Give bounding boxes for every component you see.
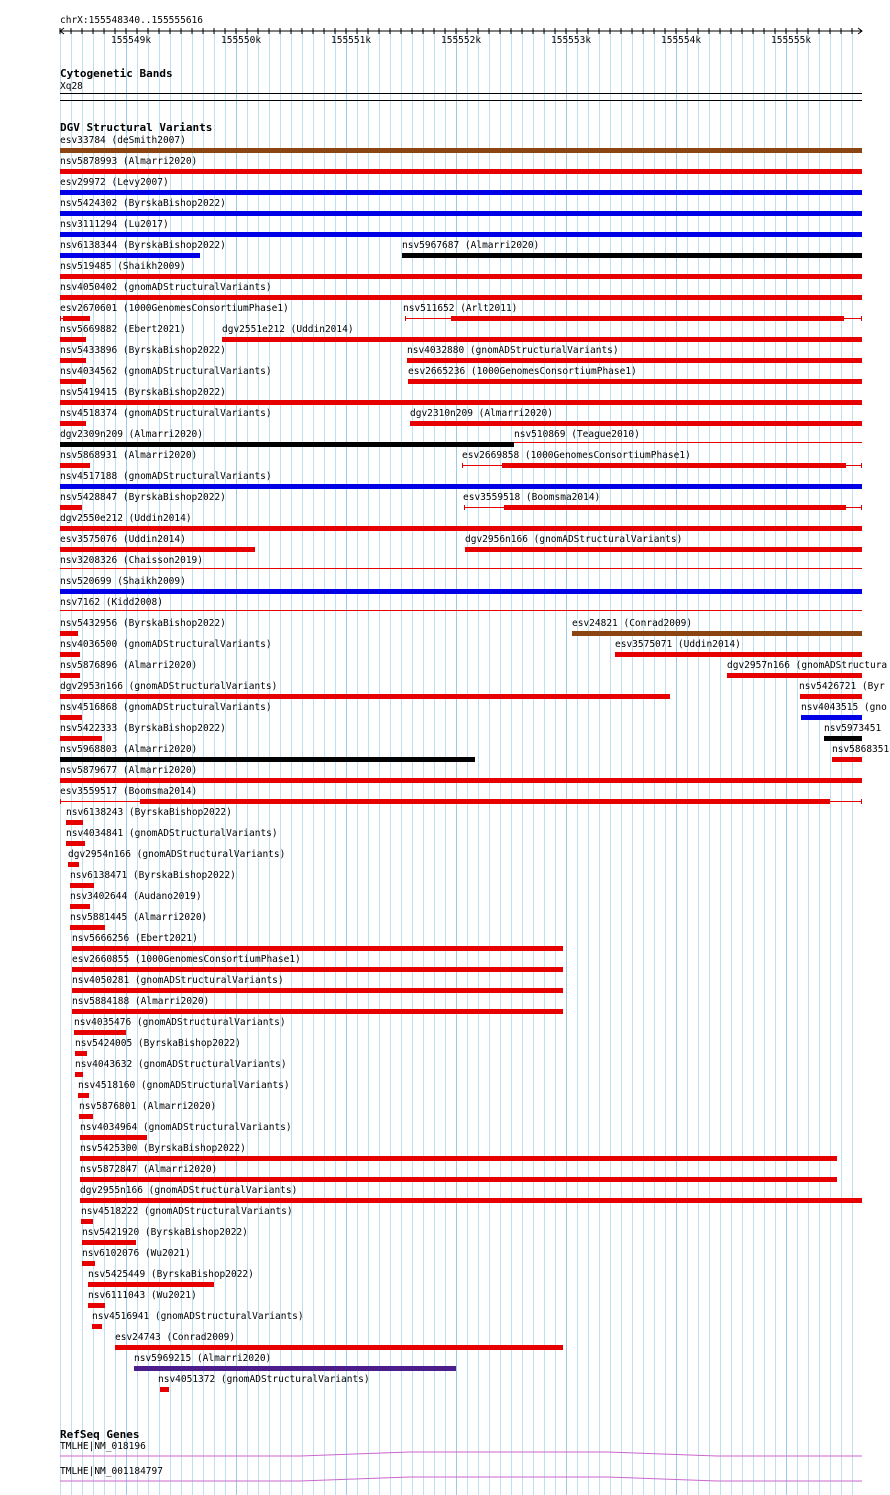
feature-whisker-cap xyxy=(464,505,465,510)
grid-line xyxy=(544,30,545,1495)
grid-line xyxy=(687,30,688,1495)
feature-label[interactable]: nsv6102076 (Wu2021) xyxy=(82,1248,191,1259)
feature-bar[interactable] xyxy=(801,715,862,720)
feature-bar[interactable] xyxy=(92,1324,102,1329)
feature-label[interactable]: esv24821 (Conrad2009) xyxy=(572,618,693,629)
feature-bar[interactable] xyxy=(410,421,862,426)
feature-label[interactable]: nsv5968803 (Almarri2020) xyxy=(60,744,198,755)
feature-bar[interactable] xyxy=(60,610,862,611)
feature-label[interactable]: nsv4043632 (gnomADStructuralVariants) xyxy=(75,1059,287,1070)
feature-label[interactable]: nsv5872847 (Almarri2020) xyxy=(80,1164,218,1175)
grid-line xyxy=(852,30,853,1495)
feature-bar[interactable] xyxy=(70,883,94,888)
feature-bar[interactable] xyxy=(60,379,86,384)
cytoband-label[interactable]: Xq28 xyxy=(60,81,83,92)
feature-label[interactable]: nsv7162 (Kidd2008) xyxy=(60,597,163,608)
gene-label[interactable]: TMLHE|NM_018196 xyxy=(60,1441,146,1452)
feature-label[interactable]: dgv2310n209 (Almarri2020) xyxy=(410,408,553,419)
feature-label[interactable]: nsv5973451 xyxy=(824,723,882,734)
grid-line xyxy=(599,30,600,1495)
feature-label[interactable]: nsv4517188 (gnomADStructuralVariants) xyxy=(60,471,272,482)
feature-bar[interactable] xyxy=(70,925,105,930)
feature-label[interactable]: dgv2309n209 (Almarri2020) xyxy=(60,429,203,440)
feature-bar[interactable] xyxy=(88,1282,214,1287)
feature-label[interactable]: dgv2957n166 (gnomADStructura xyxy=(727,660,888,671)
grid-line xyxy=(566,30,567,1495)
grid-line xyxy=(830,30,831,1495)
feature-bar[interactable] xyxy=(60,757,475,762)
feature-label[interactable]: nsv6138344 (ByrskaBishop2022) xyxy=(60,240,226,251)
section-divider xyxy=(60,100,862,101)
feature-label[interactable]: nsv4516941 (gnomADStructuralVariants) xyxy=(92,1311,304,1322)
grid-line xyxy=(797,30,798,1495)
feature-bar[interactable] xyxy=(60,442,514,447)
feature-bar[interactable] xyxy=(68,862,79,867)
feature-label[interactable]: nsv3208326 (Chaisson2019) xyxy=(60,555,203,566)
ruler xyxy=(0,0,890,60)
grid-line xyxy=(764,30,765,1495)
feature-bar[interactable] xyxy=(60,505,82,510)
grid-line xyxy=(324,30,325,1495)
ruler-tick-label: 155555k xyxy=(771,35,812,46)
grid-line xyxy=(291,30,292,1495)
feature-label[interactable]: nsv6138471 (ByrskaBishop2022) xyxy=(70,870,236,881)
feature-bar[interactable] xyxy=(160,1387,169,1392)
feature-bar[interactable] xyxy=(75,1072,83,1077)
feature-label[interactable]: nsv3111294 (Lu2017) xyxy=(60,219,169,230)
ruler-tick-label: 155549k xyxy=(111,35,152,46)
feature-bar[interactable] xyxy=(60,169,862,174)
feature-label[interactable]: nsv5425449 (ByrskaBishop2022) xyxy=(88,1269,254,1280)
feature-bar[interactable] xyxy=(60,274,862,279)
feature-bar[interactable] xyxy=(60,400,862,405)
feature-label[interactable]: nsv5879677 (Almarri2020) xyxy=(60,765,198,776)
feature-bar[interactable] xyxy=(60,652,80,657)
feature-label[interactable]: esv24743 (Conrad2009) xyxy=(115,1332,236,1343)
feature-label[interactable]: nsv5425300 (ByrskaBishop2022) xyxy=(80,1143,246,1154)
feature-whisker-cap xyxy=(60,799,61,804)
feature-whisker-cap xyxy=(861,505,862,510)
refseq-section-title: RefSeq Genes xyxy=(60,1428,140,1441)
feature-label[interactable]: esv3575071 (Uddin2014) xyxy=(615,639,741,650)
feature-bar[interactable] xyxy=(80,1156,837,1161)
feature-bar[interactable] xyxy=(60,421,86,426)
feature-bar[interactable] xyxy=(60,463,90,468)
feature-bar[interactable] xyxy=(72,946,563,951)
grid-line xyxy=(643,30,644,1495)
feature-bar[interactable] xyxy=(72,967,563,972)
grid-line xyxy=(709,30,710,1495)
ruler-tick-label: 155552k xyxy=(441,35,482,46)
feature-whisker-cap xyxy=(861,799,862,804)
feature-bar[interactable] xyxy=(60,568,862,569)
grid-line xyxy=(258,30,259,1495)
grid-line xyxy=(621,30,622,1495)
feature-label[interactable]: nsv5428847 (ByrskaBishop2022) xyxy=(60,492,226,503)
feature-bar[interactable] xyxy=(60,190,862,195)
feature-bar[interactable] xyxy=(407,358,862,363)
feature-bar[interactable] xyxy=(60,694,670,699)
feature-label[interactable]: nsv4034964 (gnomADStructuralVariants) xyxy=(80,1122,292,1133)
feature-bar[interactable] xyxy=(222,337,862,342)
feature-label[interactable]: nsv5876801 (Almarri2020) xyxy=(79,1101,217,1112)
feature-label[interactable]: nsv5878993 (Almarri2020) xyxy=(60,156,198,167)
gene-model[interactable] xyxy=(0,1451,890,1459)
grid-line xyxy=(676,30,677,1495)
feature-whisker-cap xyxy=(462,463,463,468)
gene-model[interactable] xyxy=(0,1476,890,1484)
grid-line xyxy=(819,30,820,1495)
feature-bar[interactable] xyxy=(60,631,78,636)
feature-label[interactable]: esv2670601 (1000GenomesConsortiumPhase1) xyxy=(60,303,289,314)
feature-label[interactable]: nsv5419415 (ByrskaBishop2022) xyxy=(60,387,226,398)
feature-label[interactable]: nsv5426721 (Byr xyxy=(799,681,885,692)
feature-bar[interactable] xyxy=(60,526,862,531)
feature-bar[interactable] xyxy=(60,715,82,720)
grid-line xyxy=(577,30,578,1495)
gene-intron-line xyxy=(60,1477,862,1481)
feature-label[interactable]: nsv5424302 (ByrskaBishop2022) xyxy=(60,198,226,209)
feature-label[interactable]: nsv5424005 (ByrskaBishop2022) xyxy=(75,1038,241,1049)
feature-bar[interactable] xyxy=(60,232,862,237)
feature-label[interactable]: nsv4032880 (gnomADStructuralVariants) xyxy=(407,345,619,356)
feature-whisker-cap xyxy=(861,463,862,468)
feature-bar[interactable] xyxy=(402,253,862,258)
feature-label[interactable]: nsv5669882 (Ebert2021) xyxy=(60,324,186,335)
feature-label[interactable]: nsv4043515 (gno xyxy=(801,702,887,713)
feature-bar[interactable] xyxy=(115,1345,563,1350)
grid-line xyxy=(786,30,787,1495)
cytoband-section-title: Cytogenetic Bands xyxy=(60,67,173,80)
grid-line xyxy=(731,30,732,1495)
feature-label[interactable]: esv3559518 (Boomsma2014) xyxy=(463,492,601,503)
feature-label[interactable]: nsv3402644 (Audano2019) xyxy=(70,891,202,902)
feature-bar[interactable] xyxy=(134,1366,456,1371)
feature-label[interactable]: esv2660855 (1000GenomesConsortiumPhase1) xyxy=(72,954,301,965)
feature-bar[interactable] xyxy=(72,988,563,993)
feature-label[interactable]: nsv520699 (Shaikh2009) xyxy=(60,576,186,587)
feature-bar[interactable] xyxy=(615,652,862,657)
feature-bar[interactable] xyxy=(60,778,862,783)
grid-line xyxy=(742,30,743,1495)
feature-label[interactable]: esv2665236 (1000GenomesConsortiumPhase1) xyxy=(408,366,637,377)
feature-label[interactable]: nsv4516868 (gnomADStructuralVariants) xyxy=(60,702,272,713)
feature-bar[interactable] xyxy=(451,316,844,321)
feature-label[interactable]: esv33784 (deSmith2007) xyxy=(60,135,186,146)
gene-intron-line xyxy=(60,1452,862,1456)
feature-label[interactable]: nsv5666256 (Ebert2021) xyxy=(72,933,198,944)
feature-label[interactable]: nsv5432956 (ByrskaBishop2022) xyxy=(60,618,226,629)
grid-line xyxy=(588,30,589,1495)
grid-line xyxy=(610,30,611,1495)
grid-line xyxy=(368,30,369,1495)
grid-line xyxy=(335,30,336,1495)
feature-label[interactable]: nsv5868931 (Almarri2020) xyxy=(60,450,198,461)
feature-label[interactable]: nsv4034841 (gnomADStructuralVariants) xyxy=(66,828,278,839)
feature-whisker-cap xyxy=(405,316,406,321)
feature-bar[interactable] xyxy=(727,673,862,678)
feature-label[interactable]: nsv4035476 (gnomADStructuralVariants) xyxy=(74,1017,286,1028)
feature-whisker-cap xyxy=(60,316,61,321)
feature-bar[interactable] xyxy=(60,484,862,489)
feature-label[interactable]: nsv5868351 xyxy=(832,744,890,755)
feature-bar[interactable] xyxy=(70,904,90,909)
feature-bar[interactable] xyxy=(504,505,846,510)
feature-bar[interactable] xyxy=(75,1051,87,1056)
feature-bar[interactable] xyxy=(60,211,862,216)
feature-bar[interactable] xyxy=(88,1303,105,1308)
feature-label[interactable]: nsv6138243 (ByrskaBishop2022) xyxy=(66,807,232,818)
grid-line xyxy=(302,30,303,1495)
grid-line xyxy=(753,30,754,1495)
feature-bar[interactable] xyxy=(79,1114,93,1119)
feature-bar[interactable] xyxy=(514,442,862,443)
feature-whisker-cap xyxy=(89,316,90,321)
feature-label[interactable]: nsv510869 (Teague2010) xyxy=(514,429,640,440)
feature-bar[interactable] xyxy=(60,295,862,300)
feature-label[interactable]: nsv5967687 (Almarri2020) xyxy=(402,240,540,251)
grid-line xyxy=(632,30,633,1495)
grid-line xyxy=(654,30,655,1495)
feature-label[interactable]: dgv2550e212 (Uddin2014) xyxy=(60,513,192,524)
feature-label[interactable]: nsv511652 (Arlt2011) xyxy=(403,303,518,314)
feature-label[interactable]: dgv2551e212 (Uddin2014) xyxy=(222,324,354,335)
feature-bar[interactable] xyxy=(60,589,862,594)
feature-whisker-cap xyxy=(861,316,862,321)
dgv-section-title: DGV Structural Variants xyxy=(60,121,213,134)
feature-bar[interactable] xyxy=(465,547,862,552)
grid-line xyxy=(841,30,842,1495)
feature-label[interactable]: nsv4050402 (gnomADStructuralVariants) xyxy=(60,282,272,293)
feature-bar[interactable] xyxy=(408,379,862,384)
feature-bar[interactable] xyxy=(60,337,86,342)
feature-bar[interactable] xyxy=(800,694,862,699)
ruler-tick-label: 155553k xyxy=(551,35,592,46)
feature-label[interactable]: nsv4518374 (gnomADStructuralVariants) xyxy=(60,408,272,419)
ruler-tick-label: 155554k xyxy=(661,35,702,46)
feature-bar[interactable] xyxy=(81,1219,93,1224)
grid-line xyxy=(357,30,358,1495)
cytoband-bar[interactable] xyxy=(60,93,862,94)
feature-bar[interactable] xyxy=(80,1135,147,1140)
feature-label[interactable]: esv29972 (Levy2007) xyxy=(60,177,169,188)
feature-label[interactable]: esv3559517 (Boomsma2014) xyxy=(60,786,198,797)
grid-line xyxy=(665,30,666,1495)
grid-line xyxy=(346,30,347,1495)
grid-line xyxy=(390,30,391,1495)
grid-line xyxy=(698,30,699,1495)
feature-label[interactable]: nsv5876896 (Almarri2020) xyxy=(60,660,198,671)
feature-label[interactable]: nsv5422333 (ByrskaBishop2022) xyxy=(60,723,226,734)
feature-bar[interactable] xyxy=(60,736,102,741)
ruler-tick-label: 155551k xyxy=(331,35,372,46)
grid-line xyxy=(555,30,556,1495)
feature-label[interactable]: nsv4051372 (gnomADStructuralVariants) xyxy=(158,1374,370,1385)
feature-label[interactable]: nsv4050281 (gnomADStructuralVariants) xyxy=(72,975,284,986)
feature-label[interactable]: esv3575076 (Uddin2014) xyxy=(60,534,186,545)
grid-line xyxy=(775,30,776,1495)
feature-bar[interactable] xyxy=(60,547,255,552)
feature-label[interactable]: nsv5884188 (Almarri2020) xyxy=(72,996,210,1007)
feature-label[interactable]: nsv6111043 (Wu2021) xyxy=(88,1290,197,1301)
grid-line xyxy=(379,30,380,1495)
feature-label[interactable]: nsv5421920 (ByrskaBishop2022) xyxy=(82,1227,248,1238)
grid-line xyxy=(808,30,809,1495)
feature-bar[interactable] xyxy=(60,673,80,678)
feature-label[interactable]: nsv4518160 (gnomADStructuralVariants) xyxy=(78,1080,290,1091)
feature-bar[interactable] xyxy=(80,1198,862,1203)
feature-label[interactable]: nsv5969215 (Almarri2020) xyxy=(134,1353,272,1364)
feature-bar[interactable] xyxy=(82,1240,136,1245)
feature-bar[interactable] xyxy=(832,757,862,762)
feature-label[interactable]: nsv5433896 (ByrskaBishop2022) xyxy=(60,345,226,356)
feature-bar[interactable] xyxy=(140,799,830,804)
feature-label[interactable]: nsv4518222 (gnomADStructuralVariants) xyxy=(81,1206,293,1217)
feature-bar[interactable] xyxy=(824,736,862,741)
feature-bar[interactable] xyxy=(60,358,86,363)
feature-label[interactable]: dgv2954n166 (gnomADStructuralVariants) xyxy=(68,849,286,860)
feature-label[interactable]: dgv2953n166 (gnomADStructuralVariants) xyxy=(60,681,278,692)
ruler-location: chrX:155548340..155555616 xyxy=(60,15,203,26)
feature-bar[interactable] xyxy=(63,316,89,321)
feature-label[interactable]: dgv2956n166 (gnomADStructuralVariants) xyxy=(465,534,683,545)
gene-label[interactable]: TMLHE|NM_001184797 xyxy=(60,1466,163,1477)
feature-label[interactable]: esv2669858 (1000GenomesConsortiumPhase1) xyxy=(462,450,691,461)
feature-bar[interactable] xyxy=(66,841,85,846)
feature-label[interactable]: nsv5881445 (Almarri2020) xyxy=(70,912,208,923)
feature-bar[interactable] xyxy=(80,1177,837,1182)
feature-bar[interactable] xyxy=(60,253,200,258)
feature-bar[interactable] xyxy=(66,820,83,825)
feature-label[interactable]: nsv519485 (Shaikh2009) xyxy=(60,261,186,272)
grid-line xyxy=(720,30,721,1495)
grid-line xyxy=(269,30,270,1495)
feature-bar[interactable] xyxy=(502,463,846,468)
feature-bar[interactable] xyxy=(572,631,862,636)
feature-label[interactable]: dgv2955n166 (gnomADStructuralVariants) xyxy=(80,1185,298,1196)
feature-bar[interactable] xyxy=(78,1093,89,1098)
feature-bar[interactable] xyxy=(60,148,862,153)
grid-line xyxy=(280,30,281,1495)
feature-label[interactable]: nsv4034562 (gnomADStructuralVariants) xyxy=(60,366,272,377)
ruler-tick-label: 155550k xyxy=(221,35,262,46)
grid-line xyxy=(313,30,314,1495)
feature-bar[interactable] xyxy=(74,1030,126,1035)
feature-bar[interactable] xyxy=(82,1261,95,1266)
feature-bar[interactable] xyxy=(72,1009,563,1014)
feature-label[interactable]: nsv4036500 (gnomADStructuralVariants) xyxy=(60,639,272,650)
